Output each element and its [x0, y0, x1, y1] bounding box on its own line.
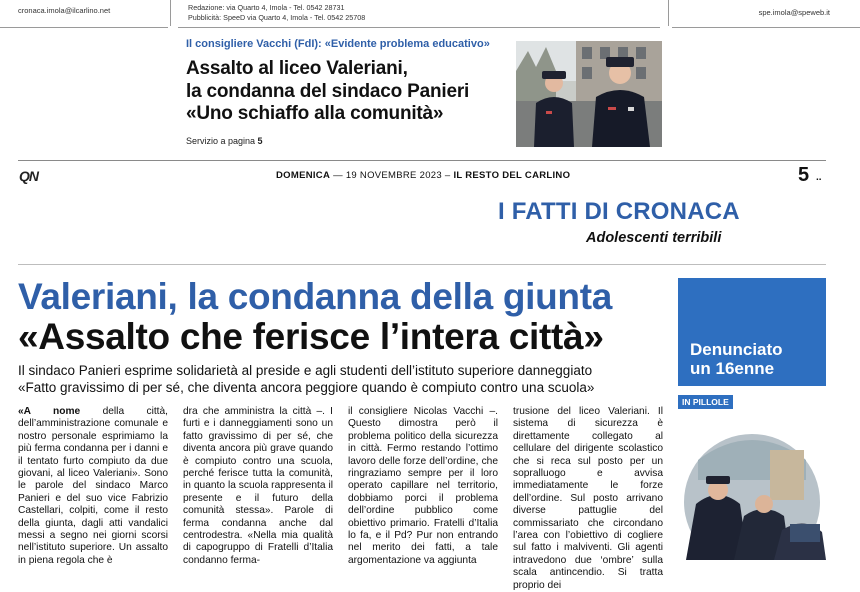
redazione-info — [188, 3, 365, 23]
folio-paper: IL RESTO DEL CARLINO — [453, 170, 571, 181]
article-text: trusione del liceo Valeriani. Il sistema di sicurezza è direttamente collegato al cellulare del dirigente scolastico che si reca sul posto per un sopralluogo e avvisa immediatamente le forze dell’ordine. Sul posto arrivano diverse pattuglie del commissariato che circondano l’area con l’obiettivo di cogliere sul fatto i malviventi. Gli agenti intravedono due ‘ombre’ sulla scala antincendio. Si tratta proprio dei — [513, 406, 663, 591]
article-column-2 — [183, 406, 333, 567]
section-rule — [18, 264, 826, 265]
article-column-3 — [348, 406, 498, 567]
article-text: il consigliere Nicolas Vacchi –. Questo dimostra però il problema politico della sicurezza in città. Fermo restando l’ottimo lavoro delle forze dell’ordine, che ringraziamo sempre per il loro operato capillare nel territorio, dobbiamo porci il problema dell’ordine pubblico come obiettivo primario. Fratelli d’Italia lo fa, e il Pd? Pur non entrando nel merito dei fatti, a tale argomentazione va aggiunta — [348, 406, 498, 566]
section-title: I FATTI DI CRONACA — [498, 198, 740, 225]
teaser-kicker: Il consigliere Vacchi (FdI): «Evidente problema educativo» — [186, 38, 490, 50]
masthead-divider — [668, 0, 669, 26]
masthead-strip — [0, 0, 860, 28]
folio-dash: — — [330, 170, 346, 181]
teaser-headline-line: la condanna del sindaco Panieri — [186, 80, 470, 102]
section-subtitle: Adolescenti terribili — [586, 230, 722, 246]
article-headline-secondary: «Assalto che ferisce l’intera città» — [18, 316, 604, 357]
teaser-headline-line: «Uno schiaffo alla comunità» — [186, 103, 444, 124]
redazione-line: Redazione: via Quarto 4, Imola - Tel. 0542 28731 — [188, 3, 345, 12]
folio-date-line — [276, 170, 570, 181]
qn-logo: QN — [19, 168, 38, 184]
article-lead-words: «A nome — [18, 406, 81, 417]
sidebar-highlight-line: un 16enne — [690, 359, 775, 378]
page-reference-number: 5 — [257, 136, 263, 146]
page-number: 5 — [798, 164, 810, 186]
folio-rule — [18, 160, 826, 161]
page-reference[interactable] — [186, 136, 263, 146]
police-officers-photo — [516, 41, 662, 147]
article-text: dra che amministra la città –. I furti e i danneggiamenti sono un fatto gravissimo di per sé, che diventa ancora più grave quando è compiuto contro una scuola, perché ferisce tutta la comunità, in quanto la scuola rappresenta il presente e il futuro della comunità stessa». Parole di ferma condanna anche dal centrodestra. «Nella mia qualità di capogruppo di Fratelli d’Italia condanno ferma- — [183, 406, 333, 566]
subheadline-line: «Fatto gravissimo di per sé, che diventa ancora peggiore quando è compiuto contro una scuola» — [18, 380, 595, 395]
article-column-1 — [18, 406, 168, 567]
article-column-4 — [513, 406, 663, 592]
subheadline-line: Il sindaco Panieri esprime solidarietà al preside e agli studenti dell’istituto superiore danneggiato — [18, 363, 593, 378]
article-headline-primary: Valeriani, la condanna della giunta — [18, 276, 613, 317]
police-check-photo — [678, 420, 826, 560]
folio-date: 19 NOVEMBRE 2023 — [345, 170, 442, 181]
article-text: della città, dell’amministrazione comunale e nostro personale esprimiamo la più ferma condanna per i danni e il tentato furto compiuto da due giovani, al liceo Valeriani». Sono le parole del sindaco Marco Panieri e del suo vice Fabrizio Castellari, colpiti, come il resto della giunta, dagli atti vandalici messi a segno nei giorni scorsi nell’istituto superiore. Un assalto in piena regola che è — [18, 406, 168, 566]
sidebar-highlight-title — [690, 340, 783, 378]
page-reference-label: Servizio a pagina — [186, 136, 258, 146]
teaser-headline-line: Assalto al liceo Valeriani, — [186, 58, 408, 79]
teaser-headline[interactable] — [186, 58, 469, 126]
article-subheadline — [18, 362, 594, 396]
contact-email-left[interactable]: cronaca.imola@ilcarlino.net — [18, 6, 111, 15]
sidebar-highlight-line: Denunciato — [690, 340, 783, 359]
page-number-dots: .. — [816, 172, 822, 183]
folio-day: DOMENICA — [276, 170, 331, 181]
in-pillole-label: IN PILLOLE — [678, 395, 733, 409]
folio-sep: – — [441, 170, 454, 181]
contact-email-right[interactable]: spe.imola@speweb.it — [758, 8, 830, 17]
masthead-divider — [170, 0, 171, 26]
pubblicita-line: Pubblicità: SpeeD via Quarto 4, Imola - Tel. 0542 25708 — [188, 13, 366, 22]
